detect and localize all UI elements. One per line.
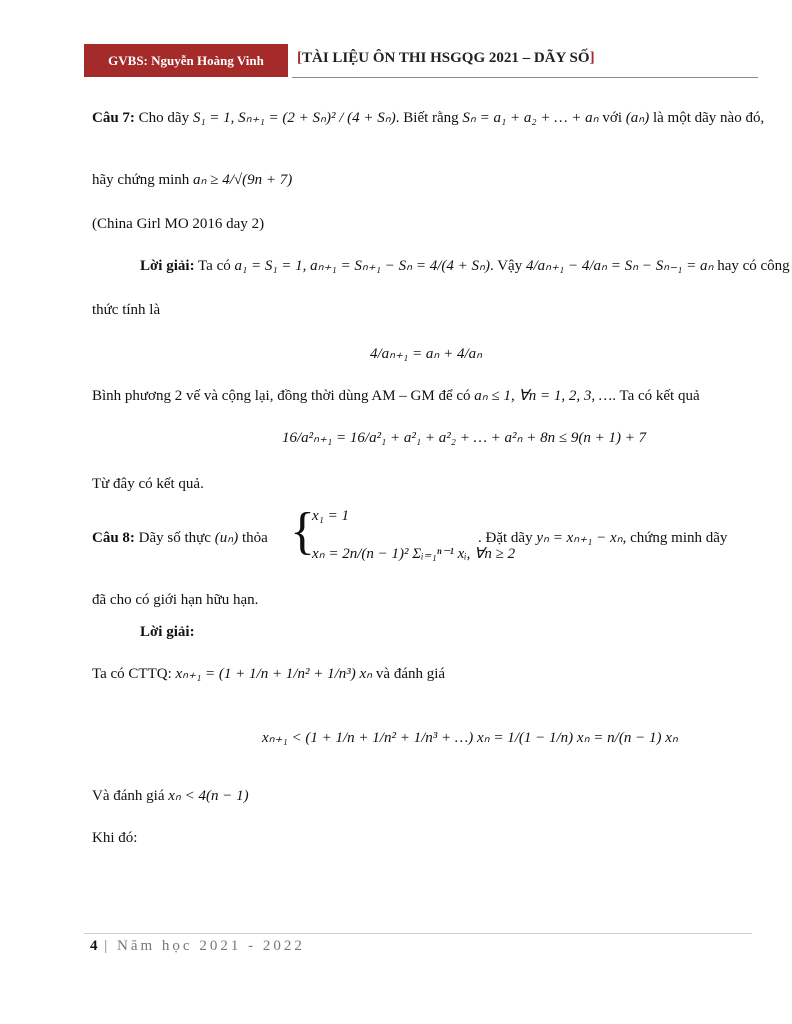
q8-est2-line bbox=[92, 786, 249, 806]
q7-intro: Cho dãy bbox=[138, 110, 190, 126]
q8-line1-right bbox=[478, 528, 727, 548]
q8-cttq-tail: và đánh giá bbox=[375, 666, 446, 682]
q7-square-tail: . Ta có kết quả bbox=[612, 388, 700, 404]
q8-cttq-line bbox=[92, 664, 445, 684]
q8-text-prove: , chứng minh dãy bbox=[622, 530, 728, 546]
q8-text-set: . Đặt dãy bbox=[478, 530, 533, 546]
q7-square-text: Bình phương 2 vế và cộng lại, đồng thời dùng AM – GM để có bbox=[92, 388, 471, 404]
footer-year: Năm học 2021 - 2022 bbox=[117, 938, 305, 954]
q7-def: S₁ = 1, Sₙ₊₁ = (2 + Sₙ)² / (4 + Sₙ) bbox=[192, 110, 396, 126]
header-author: GVBS: Nguyễn Hoàng Vinh bbox=[84, 44, 288, 77]
q7-label: Câu 7: bbox=[92, 110, 135, 126]
q8-sys1: x₁ = 1 bbox=[312, 508, 349, 524]
q7-sol-text3: hay có công bbox=[717, 258, 790, 274]
q8-satisfies: thỏa bbox=[241, 530, 268, 546]
q7-conclusion: Từ đây có kết quả. bbox=[92, 476, 204, 492]
q7-sum: Sₙ = a₁ + a₂ + … + aₙ bbox=[462, 110, 599, 126]
q7-solution-line bbox=[140, 256, 790, 276]
q8-est2: xₙ < 4(n − 1) bbox=[168, 788, 249, 804]
header-title-text: TÀI LIỆU ÔN THI HSGQG 2021 – DÃY SỐ bbox=[302, 50, 590, 66]
q8-estimate: xₙ₊₁ < (1 + 1/n + 1/n² + 1/n³ + …) xₙ = 1/(1 − 1/n) xₙ = n/(n − 1) xₙ bbox=[262, 730, 678, 746]
q7-claim: aₙ ≥ 4/√(9n + 7) bbox=[193, 172, 293, 188]
q7-solution-label: Lời giải: bbox=[140, 258, 195, 274]
footer bbox=[90, 938, 305, 955]
q8-sys2: xₙ = 2n/(n − 1)² Σᵢ₌₁ⁿ⁻¹ xᵢ, ∀n ≥ 2 bbox=[312, 546, 516, 562]
q7-mid: . Biết rằng bbox=[395, 110, 459, 126]
q8-cttq: xₙ₊₁ = (1 + 1/n + 1/n² + 1/n³) xₙ bbox=[175, 666, 373, 682]
q7-sol-text2: . Vậy bbox=[489, 258, 523, 274]
q7-formula-intro: thức tính là bbox=[92, 302, 161, 318]
header-divider bbox=[292, 77, 758, 78]
q8-label: Câu 8: bbox=[92, 530, 135, 546]
q7-seq: (aₙ) bbox=[625, 110, 650, 126]
q7-line2-text: hãy chứng minh bbox=[92, 172, 190, 188]
q7-formula: 4/aₙ₊₁ = aₙ + 4/aₙ bbox=[370, 346, 483, 362]
q8-seq: (uₙ) bbox=[214, 530, 239, 546]
q7-sol-text1: Ta có bbox=[198, 258, 231, 274]
q7-sol-eq2: 4/aₙ₊₁ − 4/aₙ = Sₙ − Sₙ₋₁ = aₙ bbox=[525, 258, 714, 274]
q8-then: Khi đó: bbox=[92, 830, 138, 846]
q8-brace: { bbox=[290, 503, 315, 560]
header-bracket-open: [ bbox=[297, 50, 302, 66]
q7-tail: là một dãy nào đó, bbox=[652, 110, 765, 126]
q8-solution-label: Lời giải: bbox=[140, 624, 195, 640]
q7-with: với bbox=[602, 110, 622, 126]
footer-page-number: 4 bbox=[90, 938, 98, 954]
q8-line1 bbox=[92, 528, 268, 548]
header-bracket-close: ] bbox=[589, 50, 595, 66]
q8-yn: yₙ = xₙ₊₁ − xₙ bbox=[536, 530, 623, 546]
q8-line2: đã cho có giới hạn hữu hạn. bbox=[92, 592, 259, 608]
q8-est2-text: Và đánh giá bbox=[92, 788, 165, 804]
header-title bbox=[297, 50, 595, 67]
footer-separator: | bbox=[104, 938, 111, 954]
q7-sol-eq1: a₁ = S₁ = 1, aₙ₊₁ = Sₙ₊₁ − Sₙ = 4/(4 + Sₙ) bbox=[234, 258, 490, 274]
q8-intro: Dãy số thực bbox=[138, 530, 211, 546]
q7-square-cond: aₙ ≤ 1, ∀n = 1, 2, 3, … bbox=[474, 388, 613, 404]
q7-result: 16/a²ₙ₊₁ = 16/a²₁ + a²₁ + a²₂ + … + a²ₙ + 8n ≤ 9(n + 1) + 7 bbox=[282, 430, 647, 446]
q8-cttq-text: Ta có CTTQ: bbox=[92, 666, 172, 682]
q7-line2 bbox=[92, 170, 292, 190]
q7-line1 bbox=[92, 108, 764, 128]
footer-divider bbox=[84, 933, 752, 934]
q7-source: (China Girl MO 2016 day 2) bbox=[92, 216, 265, 232]
q7-square-line bbox=[92, 386, 700, 406]
